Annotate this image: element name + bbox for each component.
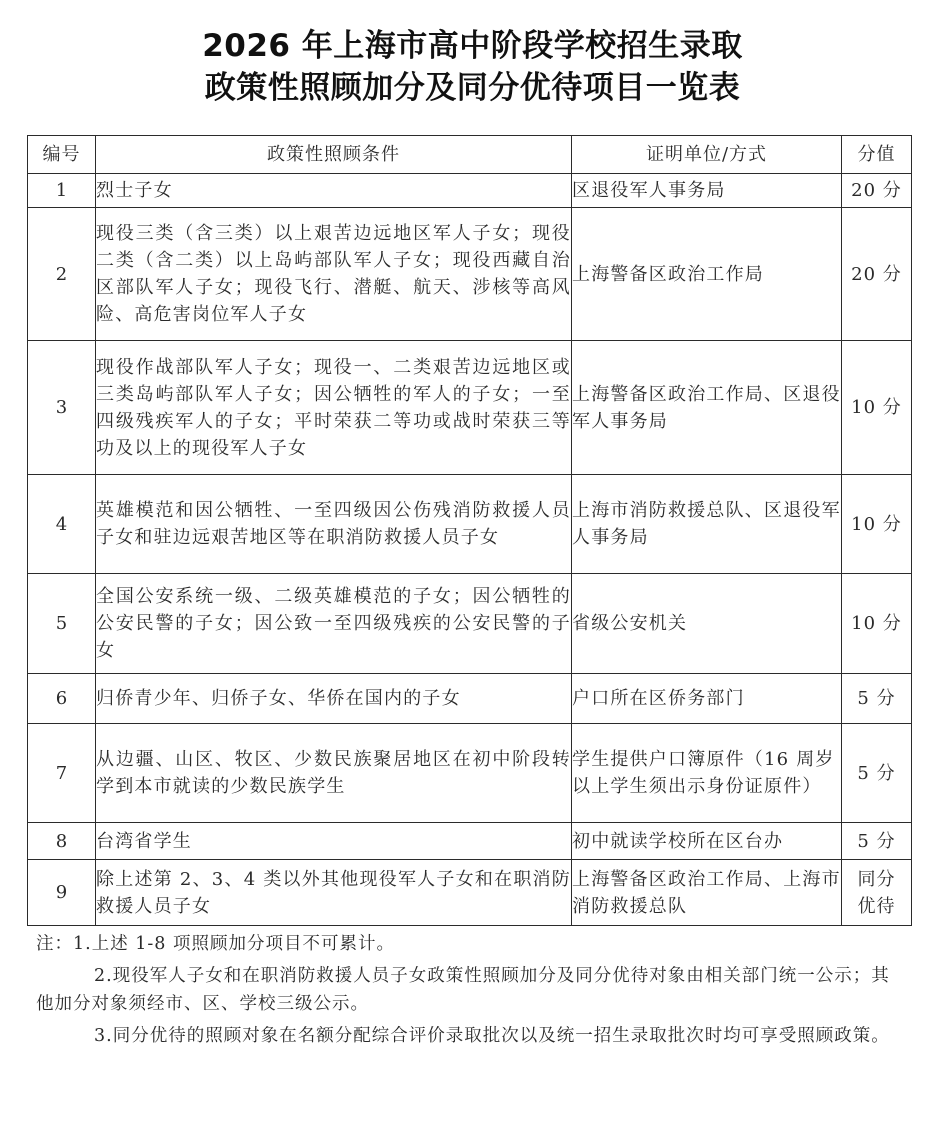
row-condition: 从边疆、山区、牧区、少数民族聚居地区在初中阶段转学到本市就读的少数民族学生 [96,724,572,823]
row-score: 10 分 [842,341,912,475]
table-header-row [28,136,912,174]
row-num: 4 [28,475,96,574]
table-row [28,174,912,208]
row-condition: 现役三类（含三类）以上艰苦边远地区军人子女；现役二类（含二类）以上岛屿部队军人子女；现役西藏自治区部队军人子女；现役飞行、潜艇、航天、涉核等高风险、高危害岗位军人子女 [96,208,572,341]
row-num: 5 [28,574,96,674]
header-num: 编号 [28,136,96,174]
row-score: 5 分 [842,823,912,860]
table-row [28,574,912,674]
row-condition: 现役作战部队军人子女；现役一、二类艰苦边远地区或三类岛屿部队军人子女；因公牺牲的军人的子女；一至四级残疾军人的子女；平时荣获二等功或战时荣获三等功及以上的现役军人子女 [96,341,572,475]
table-row [28,860,912,926]
row-condition: 归侨青少年、归侨子女、华侨在国内的子女 [96,674,572,724]
table-row [28,823,912,860]
note-2: 2.现役军人子女和在职消防救援人员子女政策性照顾加分及同分优待对象由相关部门统一公示；其他加分对象须经市、区、学校三级公示。 [36,966,890,1014]
document-title-line1: 2026 年上海市高中阶段学校招生录取 [202,28,743,64]
row-score: 5 分 [842,674,912,724]
row-proof: 上海警备区政治工作局、上海市消防救援总队 [572,860,842,926]
row-score: 10 分 [842,475,912,574]
row-num: 6 [28,674,96,724]
row-score: 20 分 [842,174,912,208]
row-condition: 全国公安系统一级、二级英雄模范的子女；因公牺牲的公安民警的子女；因公致一至四级残疾的公安民警的子女 [96,574,572,674]
document-title-line2: 政策性照顾加分及同分优待项目一览表 [204,70,741,106]
table-row [28,724,912,823]
row-num: 7 [28,724,96,823]
row-proof: 省级公安机关 [572,574,842,674]
row-score: 5 分 [842,724,912,823]
row-score: 20 分 [842,208,912,341]
row-score: 10 分 [842,574,912,674]
row-score: 同分优待 [842,860,912,926]
row-proof: 上海警备区政治工作局、区退役军人事务局 [572,341,842,475]
row-condition: 烈士子女 [96,174,572,208]
row-condition: 英雄模范和因公牺牲、一至四级因公伤残消防救援人员子女和驻边远艰苦地区等在职消防救援人员子女 [96,475,572,574]
notes-section [36,930,896,1054]
row-proof: 户口所在区侨务部门 [572,674,842,724]
row-condition: 除上述第 2、3、4 类以外其他现役军人子女和在职消防救援人员子女 [96,860,572,926]
row-num: 2 [28,208,96,341]
header-condition: 政策性照顾条件 [96,136,572,174]
row-proof: 上海市消防救援总队、区退役军人事务局 [572,475,842,574]
table-row [28,208,912,341]
row-proof: 学生提供户口簿原件（16 周岁以上学生须出示身份证原件） [572,724,842,823]
note-3: 3.同分优待的照顾对象在名额分配综合评价录取批次以及统一招生录取批次时均可享受照顾政策。 [94,1026,890,1046]
row-num: 9 [28,860,96,926]
table-row [28,674,912,724]
row-num: 1 [28,174,96,208]
table-row [28,475,912,574]
row-proof: 初中就读学校所在区台办 [572,823,842,860]
row-num: 8 [28,823,96,860]
note-1: 注：1.上述 1-8 项照顾加分项目不可累计。 [36,934,396,954]
row-proof: 上海警备区政治工作局 [572,208,842,341]
row-proof: 区退役军人事务局 [572,174,842,208]
header-score: 分值 [842,136,912,174]
row-condition: 台湾省学生 [96,823,572,860]
header-proof: 证明单位/方式 [572,136,842,174]
policy-table [27,135,912,926]
row-num: 3 [28,341,96,475]
table-row [28,341,912,475]
